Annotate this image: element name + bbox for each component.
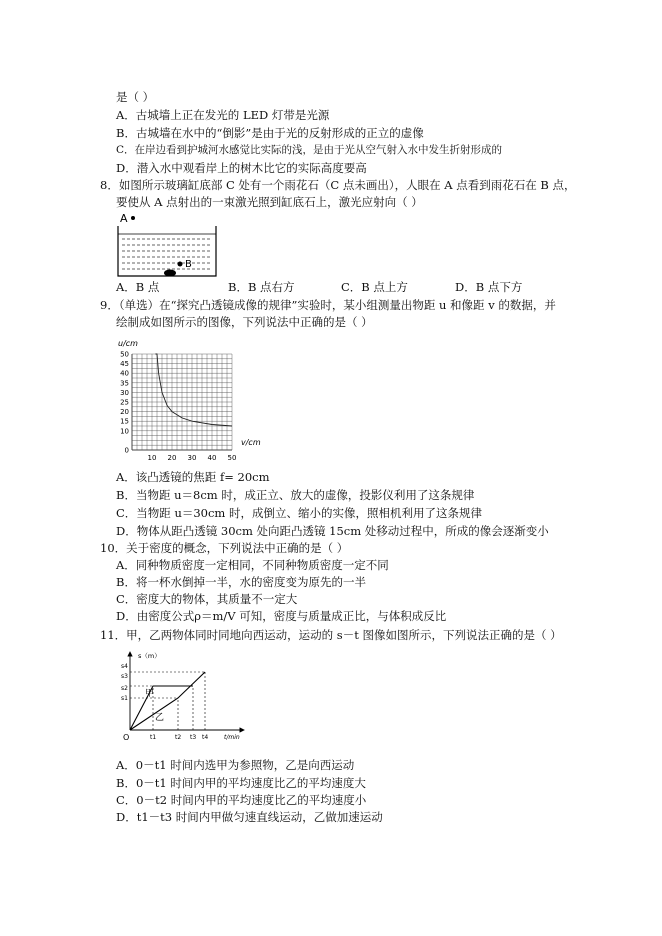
q8-stone	[164, 270, 176, 277]
q9-x-axis-label: v/cm	[241, 438, 261, 447]
q9-y-tick-label: 35	[120, 379, 129, 388]
q10-option-a: A．同种物质密度一定相同，不同种物质密度一定不同	[116, 558, 389, 572]
q11-y-tick-s2: s2	[121, 685, 128, 692]
q11-option-d: D．t1－t3 时间内甲做匀速直线运动，乙做加速运动	[116, 810, 383, 824]
q9-option-d: D．物体从距凸透镜 30cm 处向距凸透镜 15cm 处移动过程中，所成的像会逐渐变小	[116, 524, 549, 538]
q9-y-tick-label: 50	[120, 350, 129, 359]
q11-option-b: B．0－t1 时间内甲的平均速度比乙的平均速度大	[116, 776, 366, 790]
q8-option-b: B．B 点右方	[228, 280, 295, 294]
q9-y-tick-label: 30	[120, 388, 129, 397]
q9-option-a: A．该凸透镜的焦距 f= 20cm	[116, 470, 270, 484]
q11-y-axis-label: s（m）	[138, 652, 161, 660]
q9-stem-line1: 9．（单选）在“探究凸透镜成像的规律”实验时，某小组测量出物距 u 和像距 v 的数据，并	[100, 298, 556, 312]
q9-y-axis-label: u/cm	[118, 339, 138, 348]
q9-y-tick-label: 40	[120, 369, 129, 378]
q10-option-c: C．密度大的物体，其质量不一定大	[116, 592, 298, 606]
q11-x-tick-t4: t4	[202, 734, 209, 741]
q8-stem-line1: 8．如图所示玻璃缸底部 C 处有一个雨花石（C 点未画出），人眼在 A 点看到雨花石在 B 点，	[100, 178, 576, 192]
q11-guide-lines	[130, 672, 205, 730]
q9-y-tick-label: 10	[120, 427, 129, 436]
q8-point-b	[178, 262, 183, 267]
q9-chart	[108, 336, 268, 464]
q9-y-tick-label: 45	[120, 360, 129, 369]
q11-st-chart	[118, 648, 258, 744]
q7-stem-tail: 是（ ）	[116, 90, 155, 104]
q11-x-tick-t3: t3	[190, 734, 197, 741]
q8-eye-point	[131, 216, 135, 220]
q9-x-tick-label: 20	[167, 454, 177, 462]
q7-option-c: C．在岸边看到护城河水感觉比实际的浅，是由于光从空气射入水中发生折射形成的	[116, 144, 503, 156]
q9-y-tick-label: 20	[120, 408, 129, 417]
q8-water-hatching	[122, 239, 212, 269]
q8-option-d: D．B 点下方	[455, 280, 523, 294]
q9-x-tick-label: 30	[187, 454, 197, 462]
q9-y-tick-label: 0	[124, 446, 129, 455]
q10-option-d: D．由密度公式ρ＝m/V 可知，密度与质量成正比，与体积成反比	[116, 609, 447, 623]
q9-option-b: B．当物距 u＝8cm 时，成正立、放大的虚像，投影仪利用了这条规律	[116, 488, 475, 502]
q11-series-yi	[130, 672, 205, 730]
q8-option-a: A．B 点	[116, 280, 160, 294]
q10-stem: 10．关于密度的概念，下列说法中正确的是（ ）	[100, 541, 349, 555]
q9-option-c: C．当物距 u＝30cm 时，成倒立、缩小的实像，照相机利用了这条规律	[116, 506, 482, 520]
q8-tank-figure	[112, 208, 222, 280]
q11-stem: 11．甲，乙两物体同时同地向西运动，运动的 s－t 图像如图所示，下列说法正确的是（ ）	[100, 628, 562, 642]
q11-x-axis-label: t/min	[224, 734, 240, 741]
q9-x-tick-label: 40	[207, 454, 217, 462]
q11-origin-label: O	[123, 733, 130, 742]
q9-x-tick-label: 10	[147, 454, 157, 462]
q11-x-tick-t2: t2	[175, 734, 182, 741]
q9-y-tick-label: 15	[120, 417, 129, 426]
q11-y-tick-s3: s3	[121, 673, 128, 680]
q7-option-d: D．潜入水中观看岸上的树木比它的实际高度要高	[116, 161, 367, 175]
q8-option-c: C．B 点上方	[341, 280, 408, 294]
q11-series-jia-label: 甲	[145, 689, 155, 699]
q9-grid	[132, 354, 232, 450]
q11-series-yi-label: 乙	[155, 713, 165, 723]
q7-option-a: A．古城墙上正在发光的 LED 灯带是光源	[116, 108, 330, 122]
q11-y-tick-s1: s1	[121, 695, 128, 702]
q11-y-tick-s4: s4	[121, 663, 128, 670]
q11-option-a: A．0－t1 时间内选甲为参照物，乙是向西运动	[116, 758, 355, 772]
q9-stem-line2: 绘制成如图所示的图像，下列说法中正确的是（ ）	[116, 315, 373, 329]
q11-x-tick-t1: t1	[150, 734, 157, 741]
q9-y-tick-label: 25	[120, 398, 129, 407]
q10-option-b: B．将一杯水倒掉一半，水的密度变为原先的一半	[116, 575, 366, 589]
q7-option-b: B．古城墙在水中的“倒影”是由于光的反射形成的正立的虚像	[116, 126, 424, 140]
q11-option-c: C．0－t2 时间内甲的平均速度比乙的平均速度小	[116, 793, 367, 807]
q8-label-a: A	[120, 212, 128, 225]
q8-label-b: B	[185, 259, 192, 270]
q9-x-tick-label: 50	[227, 454, 237, 462]
q8-stem-line2: 要使从 A 点射出的一束激光照到缸底石上，激光应射向（ ）	[116, 195, 423, 209]
